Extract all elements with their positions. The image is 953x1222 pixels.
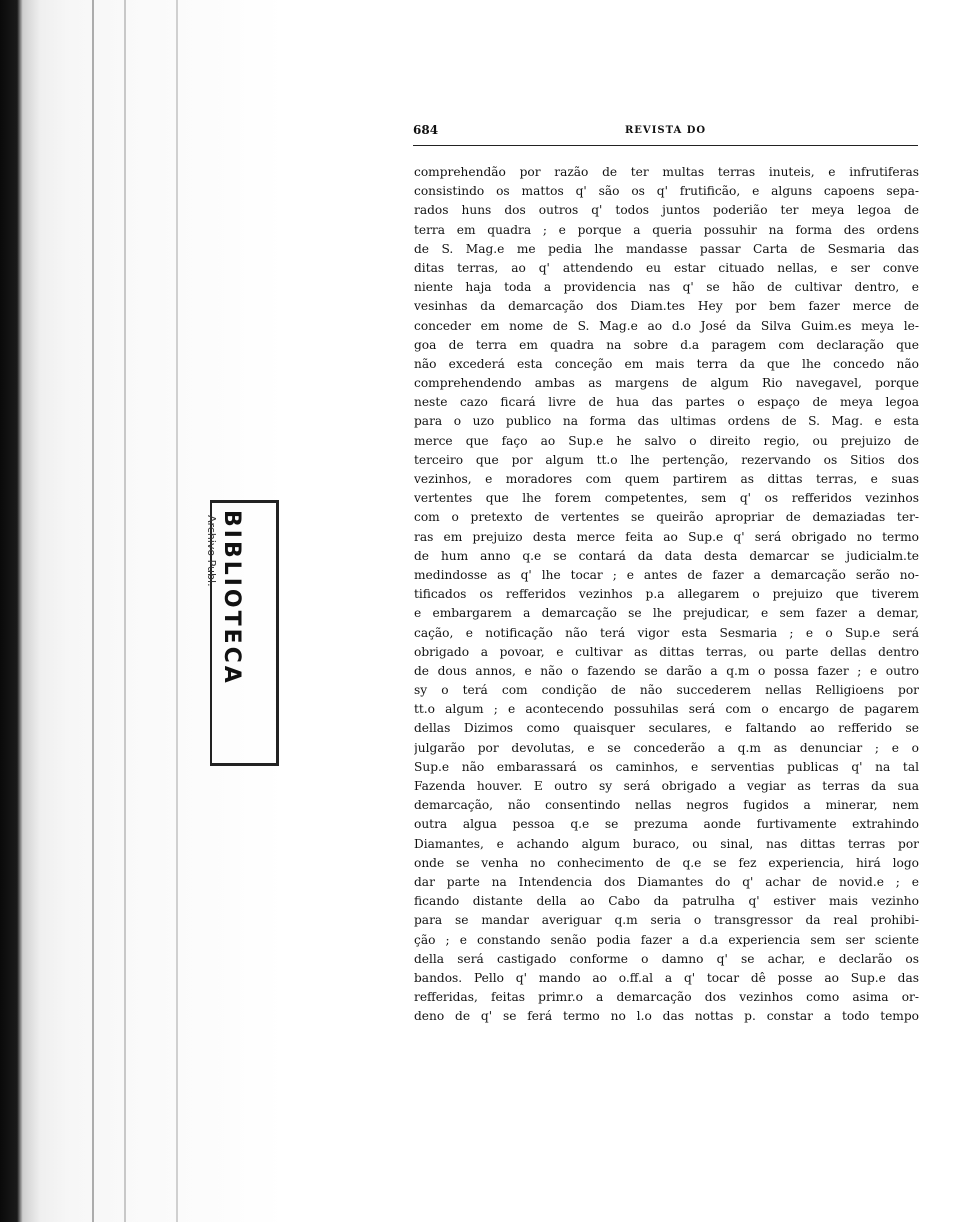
text-line: goa de terra em quadra na sobre d.a paragem com declaração que [414, 337, 919, 352]
text-line: ditas terras, ao q' attendendo eu estar cituado nellas, e ser conve [414, 260, 919, 275]
text-line: neste cazo ficará livre de hua das partes o espaço de meya legoa [414, 395, 919, 410]
page-header [413, 123, 916, 143]
text-line: ficando distante della ao Cabo da patrulha q' estiver mais vezinho [414, 894, 919, 909]
text-line: Fazenda houver. E outro sy será obrigado a vegiar as terras da sua [414, 779, 919, 793]
text-line: vertentes que lhe forem competentes, sem q' os refferidos vezinhos [414, 491, 919, 506]
text-line: Sup.e não embarassará os caminhos, e serventias publicas q' na tal [414, 759, 919, 774]
text-line: cação, e notificação não terá vigor esta Sesmaria ; e o Sup.e será [414, 625, 919, 640]
text-line: e embargarem a demarcação se lhe prejudicar, e sem fazer a demar, [414, 606, 919, 621]
binding-edge-line [176, 0, 178, 1222]
text-line: dellas Dizimos como quaisquer seculares, e faltando ao refferido se [414, 721, 919, 736]
text-line: vezinhos, e moradores com quem partirem as dittas terras, e suas [414, 472, 919, 486]
library-stamp-sublabel: Archivo Publ. [205, 515, 218, 587]
header-rule [413, 145, 918, 146]
text-line: rados huns dos outros q' todos juntos poderião ter meya legoa de [414, 203, 919, 218]
binding-edge-line [92, 0, 94, 1222]
text-line: onde se venha no conhecimento de q.e se fez experiencia, hirá logo [414, 855, 919, 870]
body-text [414, 163, 919, 1026]
text-line: merce que faço ao Sup.e he salvo o direito regio, ou prejuizo de [414, 433, 919, 448]
text-line: refferidas, feitas primr.o a demarcação dos vezinhos como asima or- [414, 990, 919, 1005]
text-line: dar parte na Intendencia dos Diamantes do q' achar de novid.e ; e [414, 874, 919, 889]
text-line: sy o terá com condição de não succederem nellas Relligioens por [414, 683, 919, 698]
running-title: REVISTA DO [625, 125, 707, 136]
text-line: obrigado a povoar, e cultivar as dittas terras, ou parte dellas dentro [414, 644, 919, 659]
text-line: não excederá esta conceção em mais terra da que lhe concedo não [414, 356, 919, 371]
text-line: conceder em nome de S. Mag.e ao d.o José da Silva Guim.es meya le- [414, 318, 919, 333]
text-line: de hum anno q.e se contará da data desta demarcar se judicialm.te [414, 548, 919, 563]
text-line: demarcação, não consentindo nellas negros fugidos a minerar, nem [414, 798, 919, 813]
text-line: Diamantes, e achando algum buraco, ou sinal, nas dittas terras por [414, 836, 919, 851]
text-line: de dous annos, e não o fazendo se darão a q.m o possa fazer ; e outro [414, 663, 919, 678]
text-line: deno de q' se ferá termo no l.o das nottas p. constar a todo tempo [414, 1009, 919, 1024]
text-line: terceiro que por algum tt.o lhe pertenção, rezervando os Sitios dos [414, 452, 919, 467]
text-line: outra algua pessoa q.e se prezuma aonde furtivamente extrahindo [414, 817, 919, 832]
page-number: 684 [413, 123, 439, 137]
library-stamp-label: BIBLIOTECA [219, 510, 244, 686]
binding-edge-line [124, 0, 126, 1222]
text-line: comprehendão por razão de ter multas terras inuteis, e infrutiferas [414, 165, 919, 179]
text-line: della será castigado conforme o damno q' se achar, e declarão os [414, 951, 919, 966]
text-line: para se mandar averiguar q.m seria o transgressor da real prohibi- [414, 913, 919, 928]
text-line: tt.o algum ; e acontecendo possuhilas será com o encargo de pagarem [414, 702, 919, 717]
text-line: tificados os refferidos vezinhos p.a allegarem o prejuizo que tiverem [414, 587, 919, 602]
text-line: comprehendendo ambas as margens de algum Rio navegavel, porque [414, 376, 919, 391]
text-line: bandos. Pello q' mando ao o.ff.al a q' tocar dê posse ao Sup.e das [414, 970, 919, 985]
text-line: terra em quadra ; e porque a queria possuhir na forma des ordens [414, 222, 919, 237]
text-line: para o uzo publico na forma das ultimas ordens de S. Mag. e esta [414, 414, 919, 429]
text-line: medindosse as q' lhe tocar ; e antes de fazer a demarcação serão no- [414, 567, 919, 582]
text-line: ras em prejuizo desta merce feita ao Sup.e q' será obrigado no termo [414, 529, 919, 544]
text-line: de S. Mag.e me pedia lhe mandasse passar Carta de Sesmaria das [414, 241, 919, 256]
text-line: julgarão por devolutas, e se concederão a q.m as denunciar ; e o [414, 740, 919, 755]
text-line: ção ; e constando senão podia fazer a d.a experiencia sem ser sciente [414, 932, 919, 947]
text-line: com o pretexto de vertentes se queirão apropriar de demaziadas ter- [414, 510, 919, 525]
text-line: niente haja toda a providencia nas q' se hão de cultivar dentro, e [414, 280, 919, 295]
text-line: consistindo os mattos q' são os q' frutificão, e alguns capoens sepa- [414, 184, 919, 199]
text-line: vesinhas da demarcação dos Diam.tes Hey por bem fazer merce de [414, 299, 919, 314]
